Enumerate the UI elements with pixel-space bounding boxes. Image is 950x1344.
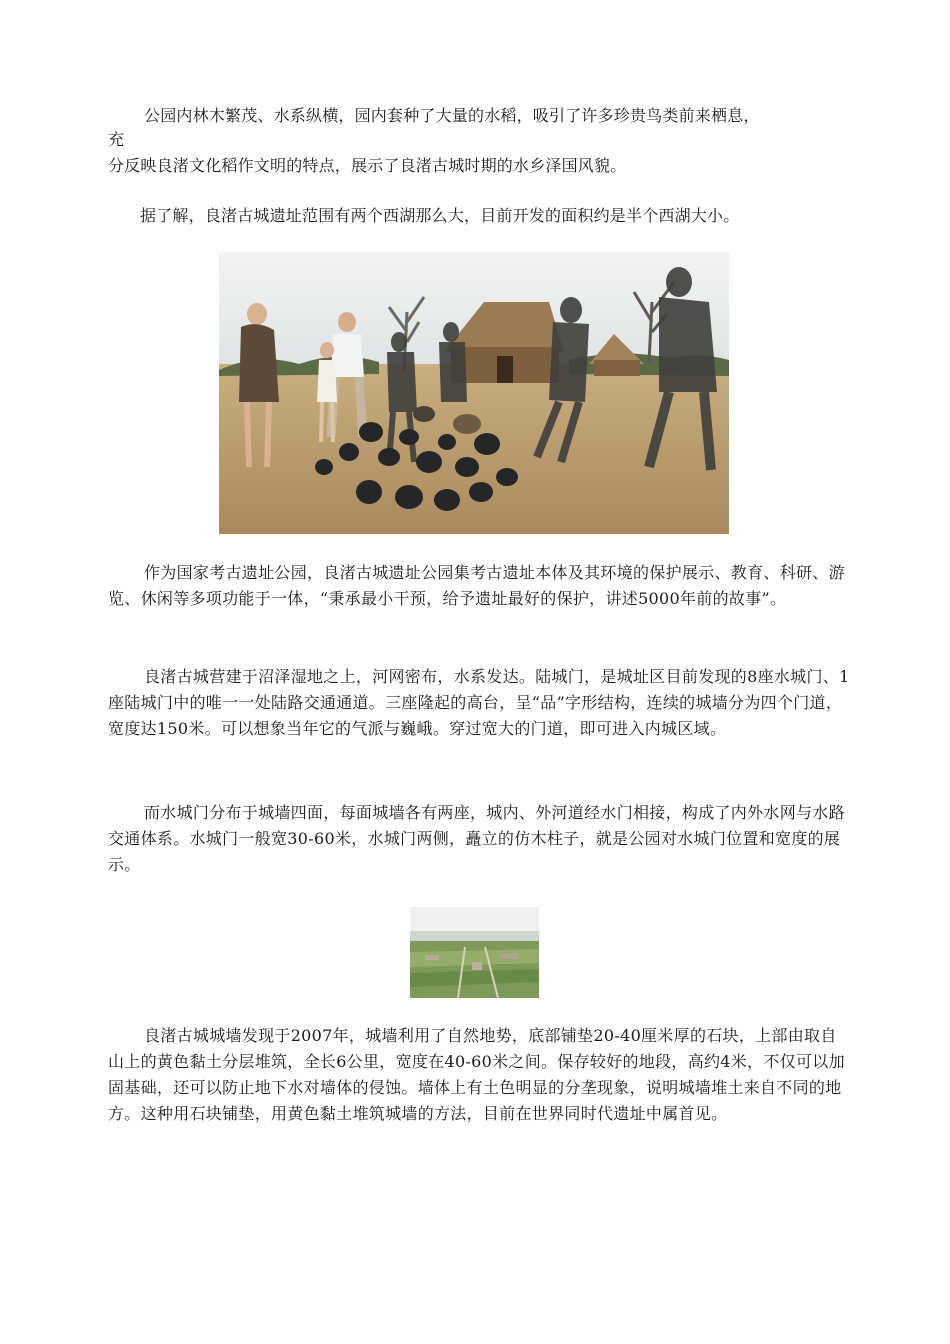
paragraph-4: 良渚古城营建于沼泽湿地之上，河网密布，水系发达。陆城门，是城址区目前发现的8座水城门、1座陆城门中的唯一一处陆路交通通道。三座隆起的高台，呈“品”字形结构，连续的城墙分为四个门道，宽度达150米。可以想象当年它的气派与巍峨。穿过宽大的门道，即可进入内城区域。 (108, 667, 850, 738)
park-sculptures-photo (219, 252, 729, 534)
paragraph-5: 而水城门分布于城墙四面，每面城墙各有两座，城内、外河道经水门相接，构成了内外水网与水路交通体系。水城门一般宽30-60米，水城门两侧，矗立的仿木柱子，就是公园对水城门位置和宽度的展示。 (108, 803, 845, 874)
paragraph-2: 据了解，良渚古城遗址范围有两个西湖那么大，目前开发的面积约是半个西湖大小。 (140, 206, 740, 225)
paragraph-1-line-2: 充 (108, 130, 125, 149)
paragraph-3: 作为国家考古遗址公园，良渚古城遗址公园集考古遗址本体及其环境的保护展示、教育、科研、游览、休闲等多项功能于一体，“秉承最小干预，给予遗址最好的保护，讲述5000年前的故事”。 (108, 563, 845, 608)
paragraph-6: 良渚古城城墙发现于2007年，城墙利用了自然地势，底部铺垫20-40厘米厚的石块，上部由取自山上的黄色黏土分层堆筑，全长6公里，宽度在40-60米之间。保存较好的地段，高约4米，不仅可以加固基础，还可以防止地下水对墙体的侵蚀。墙体上有土色明显的分垄现象，说明城墙堆土来自不同的地方。这种用石块铺垫，用黄色黏土堆筑城墙的方法，目前在世界同时代遗址中属首见。 (108, 1026, 845, 1123)
paragraph-1-line-1: 公园内林木繁茂、水系纵横，园内套种了大量的水稻，吸引了许多珍贵鸟类前来栖息， (144, 106, 760, 125)
aerial-view-photo (410, 907, 539, 998)
paragraph-1-line-3: 分反映良渚文化稻作文明的特点，展示了良渚古城时期的水乡泽国风貌。 (108, 156, 627, 175)
